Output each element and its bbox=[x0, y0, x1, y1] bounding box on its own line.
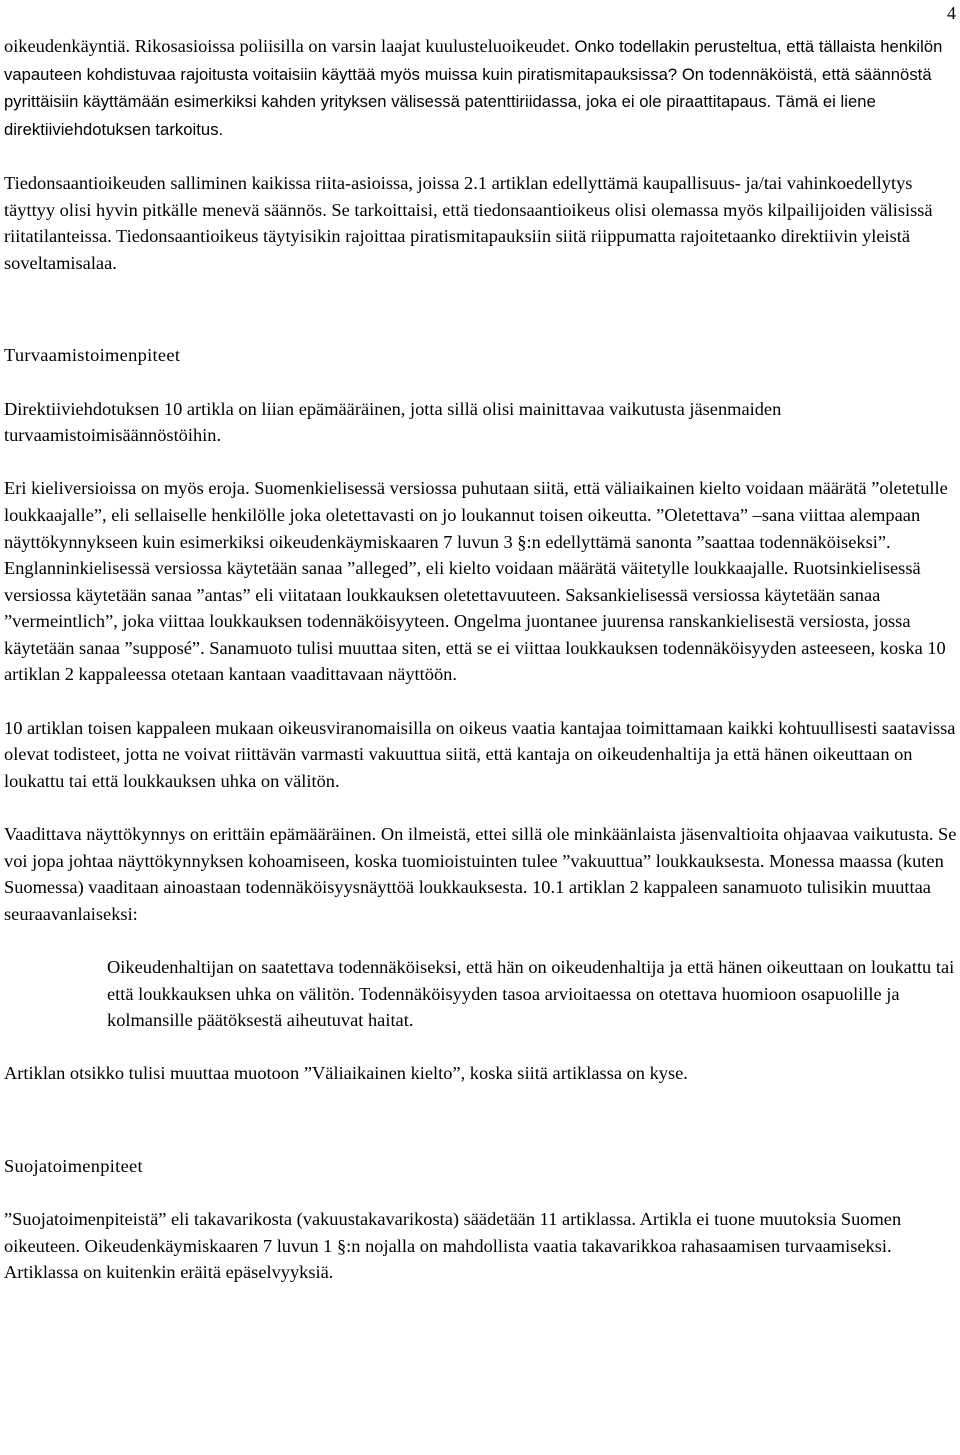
paragraph-artikla-10: Direktiiviehdotuksen 10 artikla on liian epämääräinen, jotta sillä olisi mainittavaa vaikutusta jäsenmaiden turvaamistoimisäännöstöihin. bbox=[4, 398, 782, 446]
heading-suojatoimenpiteet: Suojatoimenpiteet bbox=[4, 1155, 143, 1176]
paragraph-suojatoimenpiteet: ”Suojatoimenpiteistä” eli takavarikosta (vakuustakavarikosta) säädetään 11 artiklassa. Artikla ei tuone muutoksia Suomen oikeuteen. Oikeudenkäymiskaaren 7 luvun 1 §:n nojalla on mahdollista vaatia takavarikkoa rahasaamisen turvaamiseksi. Artiklassa on kuitenkin eräitä epäselvyyksiä. bbox=[4, 1209, 902, 1283]
quote-proposed-wording: Oikeudenhaltijan on saatettava todennäköiseksi, että hän on oikeudenhaltija ja että hänen oikeuttaan on loukattu tai että loukkauksen uhka on välitön. Todennäköisyyden tasoa arvioitaessa on otettava huomioon osapuolille ja kolmansille päätöksestä aiheutuvat haitat. bbox=[107, 957, 955, 1031]
paragraph-opening bbox=[4, 33, 959, 143]
paragraph-toinen-kappale: 10 artiklan toisen kappaleen mukaan oikeusviranomaisilla on oikeus vaatia kantajaa toimittamaan kaikki kohtuullisesti saatavissa olevat todisteet, jotta ne voivat riittävän varmasti vakuuttua siitä, että kantaja on oikeudenhaltija ja että hänen oikeuttaan on loukattu tai että loukkauksen uhka on välitön. bbox=[4, 717, 956, 791]
paragraph-opening-sans: Onko todellakin perusteltua, että tällaista henkilön vapauteen kohdistuvaa rajoitusta voitaisiin käyttää myös muissa kuin piratismitapauksissa? On todennäköistä, että säännöstä pyrittäisiin käyttämään esimerkiksi kahden yrityksen välisessä patenttiriidassa, joka ei ole piraattitapaus. Tämä ei liene direktiiviehdotuksen tarkoitus. bbox=[4, 37, 943, 139]
paragraph-opening-serif: oikeudenkäyntiä. Rikosasioissa poliisilla on varsin laajat kuulusteluoikeudet. bbox=[4, 36, 570, 56]
paragraph-otsikko: Artiklan otsikko tulisi muuttaa muotoon ”Väliaikainen kielto”, koska siitä artiklassa on kyse. bbox=[4, 1063, 688, 1084]
paragraph-tiedonsaanti: Tiedonsaantioikeuden salliminen kaikissa riita-asioissa, joissa 2.1 artiklan edellyttämä kaupallisuus- ja/tai vahinkoedellytys täyttyy olisi hyvin pitkälle menevä säännös. Se tarkoittaisi, että tiedonsaantioikeus olisi olemassa myös kilpailijoiden välisissä riitatilanteissa. Tiedonsaantioikeus täytyisikin rajoittaa piratismitapauksiin siitä riippumatta rajoitetaanko direktiivin yleistä soveltamisalaa. bbox=[4, 172, 933, 273]
page-number: 4 bbox=[947, 3, 956, 23]
paragraph-nayttokynnys: Vaadittava näyttökynnys on erittäin epämääräinen. On ilmeistä, ettei sillä ole minkäänlaista jäsenvaltioita ohjaavaa vaikutusta. Se voi jopa johtaa näyttökynnyksen kohoamiseen, koska tuomioistuinten tulee ”vakuuttua” loukkauksesta. Monessa maassa (kuten Suomessa) vaaditaan ainoastaan todennäköisyysnäyttöä loukkauksesta. 10.1 artiklan 2 kappaleen sanamuoto tulisikin muuttaa seuraavanlaiseksi: bbox=[4, 824, 957, 924]
document-body bbox=[4, 33, 959, 1286]
heading-turvaamistoimenpiteet: Turvaamistoimenpiteet bbox=[4, 345, 181, 366]
paragraph-kieliversiot: Eri kieliversioissa on myös eroja. Suomenkielisessä versiossa puhutaan siitä, että väliaikainen kielto voidaan määrätä ”oletetulle loukkaajalle”, eli sellaiselle henkilölle joka oletettavasti on jo loukannut toisen oikeutta. ”Oletettava” –sana viittaa alempaan näyttökynnykseen kuin esimerkiksi oikeudenkäymiskaaren 7 luvun 3 §:n edellyttämä sanonta ”saattaa todennäköiseksi”. Englanninkielisessä versiossa käytetään sanaa ”alleged”, eli kielto voidaan määrätä väitetylle loukkaajalle. Ruotsinkielisessä versiossa käytetään sanaa ”antas” eli viitataan loukkauksen oletettavuuteen. Saksankielisessä versiossa käytetään sanaa ”vermeintlich”, joka viittaa loukkauksen todennäköisyyteen. Ongelma juontanee juurensa ranskankielisestä versiosta, jossa käytetään sanaa ”supposé”. Sanamuoto tulisi muuttaa siten, että se ei viittaa loukkauksen todennäköisyyden asteeseen, koska 10 artiklan 2 kappaleessa otetaan kantaan vaadittavaan näyttöön. bbox=[4, 478, 948, 685]
